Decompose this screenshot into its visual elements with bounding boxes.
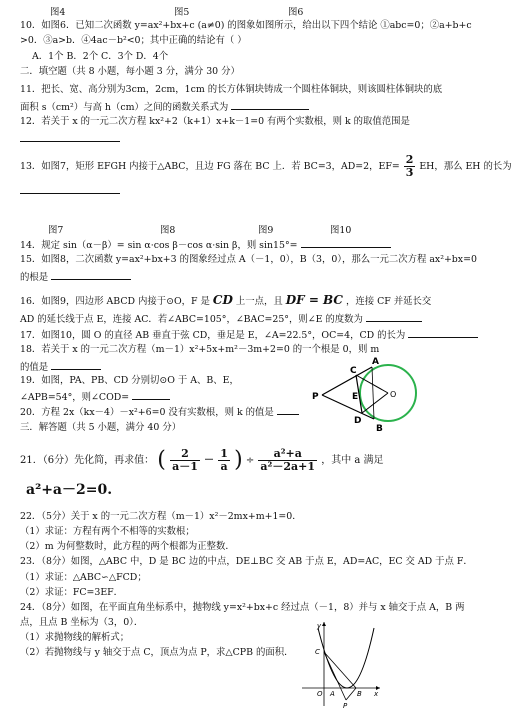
answer-blank[interactable]: [408, 328, 478, 338]
figure-label: 图8: [160, 225, 176, 236]
question-13-line-2: [20, 184, 120, 198]
tangent-pb: [322, 395, 374, 419]
segment-ab: [372, 367, 374, 419]
question-13-line-1: [20, 154, 512, 179]
tangent-pa: [322, 367, 372, 395]
question-17-line: 17．如图10，圆 O 的直径 AB 垂直于弦 CD，垂足是 E，∠A=22.5°，OC=4，CD 的长为: [20, 328, 478, 342]
label-b: B: [376, 424, 383, 434]
answer-blank[interactable]: [301, 238, 391, 248]
question-23-part-1: （1）求证：△ABC∽△FCD；: [20, 572, 147, 583]
segment-cp: [324, 652, 346, 700]
answer-blank[interactable]: [51, 270, 131, 280]
arc-equality: DF = BC: [285, 293, 343, 307]
label-o: O: [317, 690, 323, 698]
answer-blank[interactable]: [20, 184, 120, 194]
label-y: y: [317, 622, 322, 630]
segment-cb: [324, 652, 356, 688]
label-p: P: [312, 392, 319, 402]
label-a: A: [330, 690, 335, 698]
label-p: P: [343, 702, 348, 708]
question-23-part-2: （2）求证：FC=3EF．: [20, 587, 124, 598]
section-2-heading: 二．填空题（共 8 小题，每小题 3 分，满分 30 分）: [20, 66, 240, 77]
question-16-line-1: 16．如图9，四边形 ABCD 内接于⊙O，F 是 CD 上一点，且 DF = BC ，连接 CF 并延长交: [20, 293, 432, 307]
segment-od: [362, 393, 388, 413]
question-20-line: 20．方程 2x（kx－4）－x²+6=0 没有实数根，则 k 的值是: [20, 405, 299, 419]
answer-blank[interactable]: [231, 100, 309, 110]
question-18-line-1: 18．若关于 x 的一元二次方程（m－1）x²+5x+m²－3m+2=0 的一个根是 0，则 m: [20, 344, 380, 355]
fraction-quotient: $\frac{\text{a²+a}}{\text{a²－2a+1}}$: [260, 447, 316, 473]
fraction-2-over-a-minus-1: $\frac{2}{a-1}$: [172, 447, 198, 473]
segment-pb: [346, 688, 356, 700]
figure-label: 图7: [48, 225, 64, 236]
y-axis-arrow: [322, 622, 326, 626]
question-13-text-2: EH，那么 EH 的长为: [419, 161, 512, 172]
question-19-line-1: 19．如图，PA、PB、CD 分别切⊙O 于 A、B、E，: [20, 375, 239, 386]
answer-blank[interactable]: [51, 360, 101, 370]
question-16-line-2: AD 的延长线于点 E，连接 AC．若∠ABC=105°，∠BAC=25°，则∠E 的度数为: [20, 312, 422, 326]
question-24-part-1: （1）求抛物线的解析式；: [20, 632, 130, 643]
question-12-line-1: 12．若关于 x 的一元二次方程 kx²+2（k+1）x+k－1=0 有两个实数根，则 k 的取值范围是: [20, 116, 410, 127]
label-e: E: [352, 392, 359, 402]
question-11-line-2: [20, 100, 309, 114]
label-d: D: [354, 416, 362, 426]
fraction-1-over-a: $\frac{1}{a}$: [220, 447, 228, 473]
label-c: C: [350, 366, 357, 376]
question-24-line-2: 点，且点 B 坐标为（3，0）．: [20, 617, 144, 628]
question-23-line: 23．（8分）如图，△ABC 中，D 是 BC 边的中点，DE⊥BC 交 AB 于点 E，AD=AC，EC 交 AD 于点 F．: [20, 556, 473, 567]
question-11-text: 面积 s（cm²）与高 h（cm）之间的函数关系式为: [20, 102, 229, 113]
question-22-part-1: （1）求证：方程有两个不相等的实数根；: [20, 526, 195, 537]
question-19-line-2: ∠APB=54°，则∠COD=: [20, 390, 170, 404]
question-13-text: 13．如图7，矩形 EFGH 内接于△ABC，且边 FG 落在 BC 上．若 BC=3，AD=2，EF=: [20, 161, 400, 172]
fraction-two-thirds: $\frac{2}{3}$: [405, 153, 414, 179]
figure-label: 图5: [174, 7, 190, 18]
question-15-line-1: 15．如图8，二次函数 y=ax²+bx+3 的图象经过点 A（－1，0），B（3，0），那么一元二次方程 ax²+bx=0: [20, 254, 477, 265]
parabola-figure: [300, 620, 382, 708]
answer-blank[interactable]: [277, 405, 299, 415]
section-3-heading: 三．解答题（共 5 小题，满分 40 分）: [20, 422, 182, 433]
answer-blank[interactable]: [366, 312, 422, 322]
question-22-part-2: （2）m 为何整数时，此方程的两个根都为正整数．: [20, 541, 235, 552]
question-11-line-1: 11．把长、宽、高分别为3cm，2cm，1cm 的长方体铜块铸成一个圆柱体铜块，则该圆柱体铜块的底: [20, 84, 443, 95]
label-b: B: [357, 690, 362, 698]
label-a: A: [372, 357, 379, 367]
question-10-line-2: >0．③a>b．④4ac－b²<0；其中正确的结论有（ ）: [20, 35, 247, 46]
question-22-line: 22．（5分）关于 x 的一元二次方程（m－1）x²－2mx+m+1=0．: [20, 511, 302, 522]
question-10-options: A．1个 B．2个 C．3个 D．4个: [32, 51, 169, 62]
answer-blank[interactable]: [132, 390, 170, 400]
label-o: O: [390, 390, 397, 399]
figure-label: 图4: [50, 7, 66, 18]
question-15-line-2: 的根是: [20, 270, 131, 284]
figure-label: 图9: [258, 225, 274, 236]
question-18-line-2: 的值是: [20, 360, 101, 374]
tangent-circle-figure: [312, 355, 432, 433]
arc-cd: CD: [212, 293, 233, 307]
label-x: x: [374, 690, 379, 698]
question-24-part-2: （2）若抛物线与 y 轴交于点 C，顶点为点 P，求△CPB 的面积．: [20, 647, 294, 658]
question-14-line: 14．规定 sin（α－β）= sin α·cos β－cos α·sin β，则 sin15°=: [20, 238, 391, 252]
question-24-line-1: 24．（8分）如图，在平面直角坐标系中，抛物线 y=x²+bx+c 经过点（－1，8）并与 x 轴交于点 A，B 两: [20, 602, 465, 613]
label-c: C: [315, 648, 320, 656]
question-21-condition: a²+a－2=0.: [26, 482, 113, 498]
question-12-line-2: [20, 132, 120, 146]
figure-label: 图6: [288, 7, 304, 18]
figure-label: 图10: [330, 225, 352, 236]
question-21-line-1: 21．（6分）先化简，再求值： ( $\frac{2}{a-1}$ － $\frac{1}{a}$ ) ÷ $\frac{\text{a²+a}}{\text{a²－2a+1}}$ ，其中 a 满足: [20, 447, 384, 473]
answer-blank[interactable]: [20, 132, 120, 142]
question-10-line-1: 10．如图6．已知二次函数 y=ax²+bx+c (a≠0) 的图象如图所示，给出以下四个结论 ①abc=0；②a+b+c: [20, 20, 472, 31]
